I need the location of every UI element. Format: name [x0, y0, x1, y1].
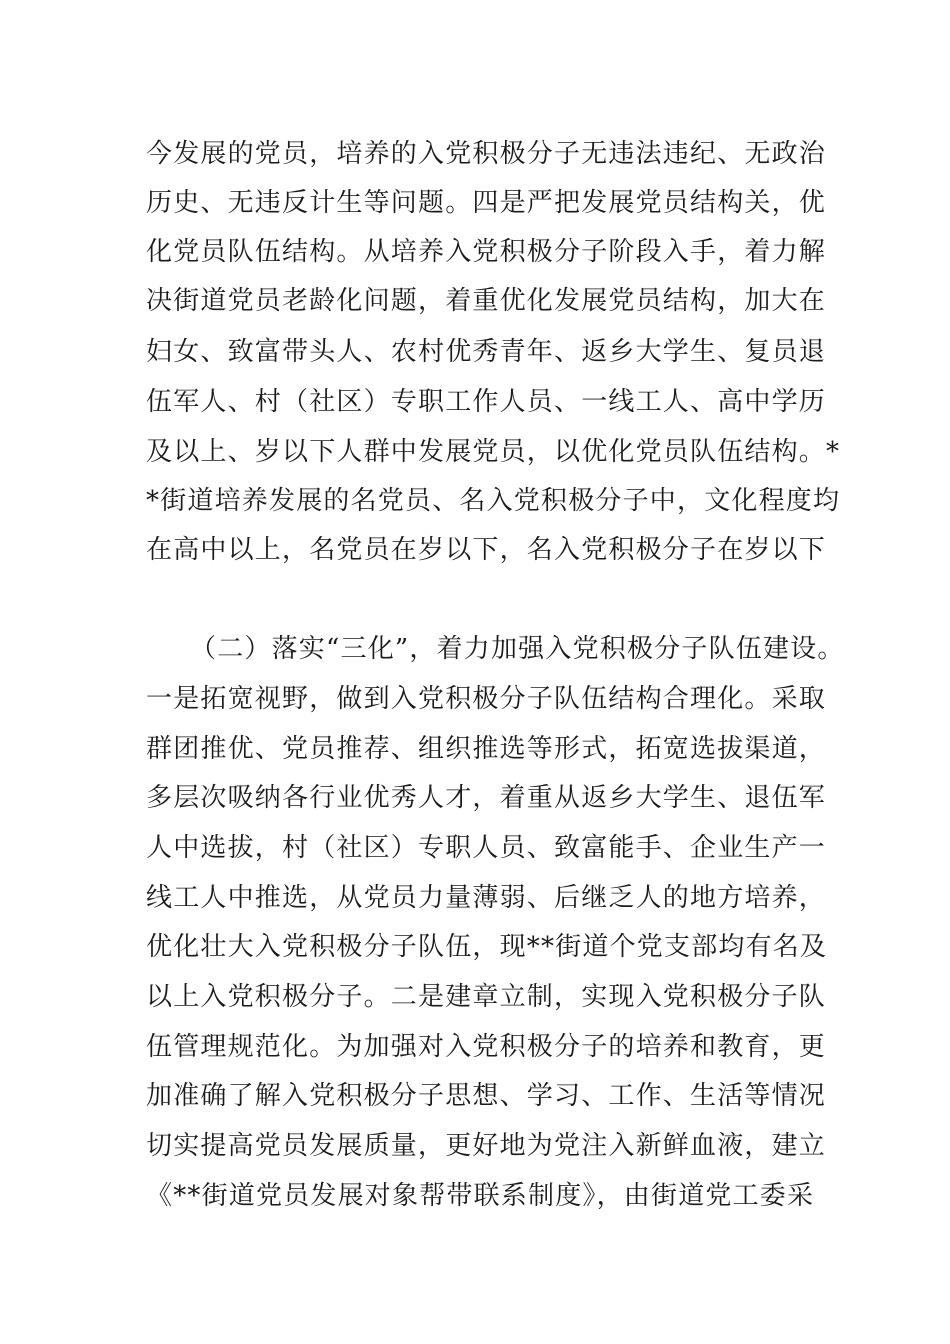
text-line: 伍军人、村（社区）专职工作人员、一线工人、高中学历: [146, 387, 827, 417]
text-line: 今发展的党员，培养的入党积极分子无违法违纪、无政治: [146, 139, 827, 169]
text-line: 化党员队伍结构。从培养入党积极分子阶段入手，着力解: [146, 237, 827, 267]
text-line: 一是拓宽视野，做到入党积极分子队伍结构合理化。采取: [146, 684, 827, 714]
text-line: 人中选拔，村（社区）专职人员、致富能手、企业生产一: [146, 833, 827, 863]
text-line: 及以上、岁以下人群中发展党员，以优化党员队伍结构。*: [146, 437, 841, 467]
section-heading-line: （二）落实“三化”，着力加强入党积极分子队伍建设。: [190, 634, 845, 664]
text-line: 历史、无违反计生等问题。四是严把发展党员结构关，优: [146, 188, 827, 218]
text-line: 线工人中推选，从党员力量薄弱、后继乏人的地方培养，: [146, 883, 827, 913]
text-line: 加准确了解入党积极分子思想、学习、工作、生活等情况: [146, 1081, 827, 1111]
text-line: 多层次吸纳各行业优秀人才，着重从返乡大学生、退伍军: [146, 783, 827, 813]
text-line: 在高中以上，名党员在岁以下，名入党积极分子在岁以下: [146, 535, 827, 565]
text-line: 以上入党积极分子。二是建章立制，实现入党积极分子队: [146, 982, 827, 1012]
text-line: 伍管理规范化。为加强对入党积极分子的培养和教育，更: [146, 1032, 827, 1062]
text-line: 妇女、致富带头人、农村优秀青年、返乡大学生、复员退: [146, 337, 827, 367]
text-line: 切实提高党员发展质量，更好地为党注入新鲜血液，建立: [146, 1131, 827, 1161]
text-line: 决街道党员老龄化问题，着重优化发展党员结构，加大在: [146, 286, 827, 316]
text-line: *街道培养发展的名党员、名入党积极分子中，文化程度均: [146, 486, 841, 516]
text-line: 优化壮大入党积极分子队伍，现**街道个党支部均有名及: [146, 932, 828, 962]
text-line: 群团推优、党员推荐、组织推选等形式，拓宽选拔渠道，: [146, 734, 827, 764]
text-line: 《**街道党员发展对象帮带联系制度》，由街道党工委采: [146, 1181, 815, 1211]
